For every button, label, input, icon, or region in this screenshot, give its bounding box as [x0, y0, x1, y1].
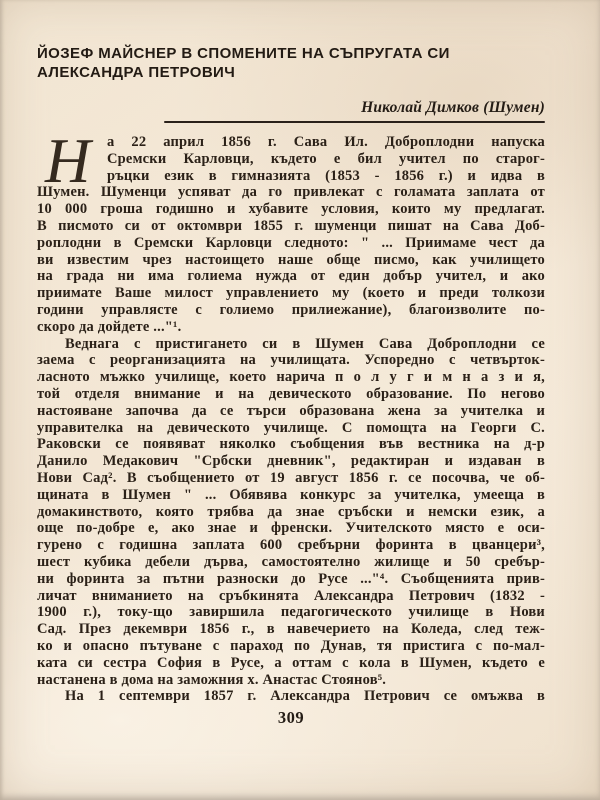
text-line: Нови Сад². В съобщението от 19 август 1856 г. се посочва, че об- [37, 469, 545, 486]
text-line: скоро да дойдете ..."¹. [37, 318, 182, 335]
text-line: ласното мъжко училище, което нарича п о л у г и м н а з и я, [37, 369, 545, 386]
text-line: приимате Ваше милост управлението му (което и преди толкози [37, 285, 545, 302]
text-line: ръцки език в гимназията (1853 - 1856 г.) и идва в [107, 167, 545, 184]
text-line: Веднага с пристигането си в Шумен Сава Доброплодни се [65, 335, 545, 352]
text-line: Сад. През декември 1856 г., в навечерието на Коледа, след теж- [37, 621, 545, 638]
text-line: години управлясте с голиемо прилиежание), благоизволите по- [37, 301, 545, 318]
text-line: 10 000 гроша годишно и хубавите условия, които му предлагат. [37, 201, 545, 218]
article-title [37, 44, 545, 82]
article-title-line-2: АЛЕКСАНДРА ПЕТРОВИЧ [37, 64, 236, 81]
paragraph [37, 336, 545, 689]
text-line: ни форинта за пътни разноски до Русе ..."⁴. Съобщенията прив- [37, 570, 545, 587]
text-line: управителка на девическото училище. С помощта на Георги С. [37, 419, 545, 436]
text-line: Данило Медакович "Србски дневник", редактиран и издаван в [37, 453, 545, 470]
paragraph [37, 688, 545, 705]
text-line: роплодни в Сремски Карловци следното: " ... Приимаме чест да [37, 234, 545, 251]
text-line: шест кубика дебели дърва, самостоятелно жилище и 50 сребър- [37, 553, 545, 570]
dropcap-letter: Н [45, 126, 91, 196]
author-name: Николай Димков (Шумен) [361, 99, 545, 116]
text-line: ката си сестра София в Русе, а оттам с кола в Шумен, където е [37, 654, 545, 671]
text-line: гурено с годишна заплата 600 сребърни форинта в цванцери³, [37, 537, 545, 554]
text-line: а 22 април 1856 г. Сава Ил. Доброплодни напуска [107, 134, 545, 150]
author-block [37, 99, 545, 123]
paragraph [37, 126, 545, 336]
text-line: ви известим чрез настоището наше обще писмо, как училището [37, 251, 545, 268]
text-line: настояване започва да се търси образована жена за учителка и [37, 402, 545, 419]
text-line: настанена в дома на заможния х. Анастас Стоянов⁵. [37, 671, 387, 688]
text-line: В писмото си от октомври 1855 г. шуменци пишат на Сава Доб- [37, 217, 545, 234]
text-line: той отделя внимание и на девическото образование. По негово [37, 385, 545, 402]
author-underline-rule [164, 121, 545, 123]
text-line: ко и опасно пътуване с параход по Дунав, тя пристига с по-мал- [37, 637, 545, 654]
article-title-line-1: ЙОЗЕФ МАЙСНЕР В СПОМЕНИТЕ НА СЪПРУГАТА СИ [37, 45, 450, 62]
text-line: Сремски Карловци, където е бил учител по старог- [107, 150, 545, 167]
text-line: на града ни има голиема нужда от един добър учител, и ако [37, 268, 545, 285]
text-line: Раковски се появяват няколко съобщения във вестника на д-р [37, 436, 545, 453]
book-page [37, 0, 545, 728]
body-text [37, 126, 545, 705]
text-line: личат вниманието на сръбкинята Александра Петрович (1832 - [37, 587, 545, 604]
text-line: още по-добре е, ако знае и френски. Учителското място е оси- [37, 520, 545, 537]
text-line: Шумен. Шуменци успяват да го привлекат с голамата заплата от [37, 184, 545, 201]
text-line: 1900 г.), току-що завиршила педагогическото училище в Нови [37, 604, 545, 621]
page-number: 309 [277, 708, 305, 728]
text-line: заема с реорганизацията на училищата. Успоредно с четвърток- [37, 352, 545, 369]
text-line: домакинството, която трябва да знае сръбски и немски език, а [37, 503, 545, 520]
text-line: щината в Шумен " ... Обявява конкурс за учителка, умееща в [37, 486, 545, 503]
text-line: На 1 септември 1857 г. Александра Петрович се омъжва в [65, 688, 545, 705]
